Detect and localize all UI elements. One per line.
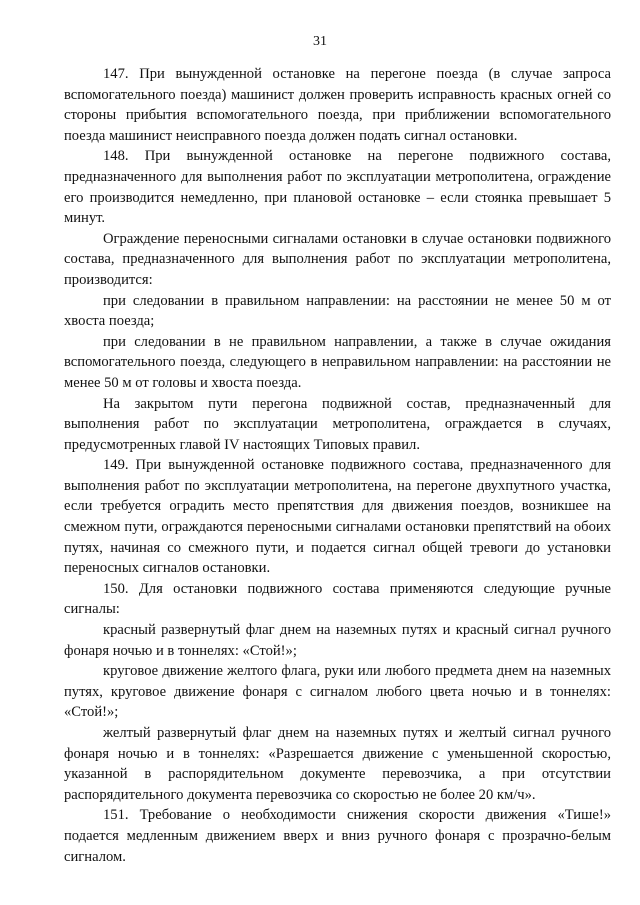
paragraph-fencing-signals: Ограждение переносными сигналами остановки в случае остановки подвижного состава, предназначенного для выполнения работ по эксплуатации метрополитена, производится: [64, 230, 611, 288]
paragraph-correct-direction: при следовании в правильном направлении: на расстоянии не менее 50 м от хвоста поезда; [64, 292, 611, 330]
paragraph-red-flag: красный развернутый флаг днем на наземных путях и красный сигнал ручного фонаря ночью и в тоннелях: «Стой!»; [64, 622, 611, 659]
paragraph-151: 151. Требование о необходимости снижения скорости движения «Тише!» подается медленным движением вверх и вниз ручного фонаря с прозрачно-белым сигналом. [64, 807, 611, 865]
paragraph-150: 150. Для остановки подвижного состава применяются следующие ручные сигналы: [64, 580, 611, 618]
page-body [64, 64, 611, 867]
paragraph-wrong-direction: при следовании в не правильном направлении, а также в случае ожидания вспомогательного поезда, следующего в неправильном направлении: на расстоянии не менее 50 м от головы и хвоста поезда. [64, 333, 611, 391]
page-number: 31 [313, 34, 327, 49]
paragraph-closed-track: На закрытом пути перегона подвижной состав, предназначенный для выполнения работ по эксплуатации метрополитена, ограждается в случаях, предусмотренных главой IV настоящих Типовых правил. [64, 395, 611, 453]
paragraph-yellow-flag: желтый развернутый флаг днем на наземных путях и желтый сигнал ручного фонаря ночью и в тоннелях: «Разрешается движение с уменьшенной скоростью, указанной в распорядительном документе перевозчика, а при отсутствии распорядительного документа перевозчика со скоростью не более 20 км/ч». [64, 725, 611, 803]
paragraph-circular-motion: круговое движение желтого флага, руки или любого предмета днем на наземных путях, круговое движение фонаря с сигналом любого цвета ночью и в тоннелях: «Стой!»; [64, 663, 611, 721]
paragraph-147: 147. При вынужденной остановке на перегоне поезда (в случае запроса вспомогательного поезда) машинист должен проверить исправность красных огней со стороны прибытия вспомогательного поезда, при приближении вспомогательного поезда машинист неисправного поезда должен подать сигнал остановки. [64, 66, 611, 144]
paragraph-148: 148. При вынужденной остановке на перегоне подвижного состава, предназначенного для выполнения работ по эксплуатации метрополитена, ограждение его производится немедленно, при плановой остановке – если стоянка превышает 5 минут. [64, 148, 611, 227]
paragraph-149: 149. При вынужденной остановке подвижного состава, предназначенного для выполнения работ по эксплуатации метрополитена, на перегоне двухпутного участка, если требуется оградить место препятствия для движения поездов, возникшее на смежном пути, ограждаются переносными сигналами остановки препятствий на обоих путях, начиная со смежного пути, и подается сигнал общей тревоги до установки переносных сигналов остановки. [64, 457, 611, 577]
